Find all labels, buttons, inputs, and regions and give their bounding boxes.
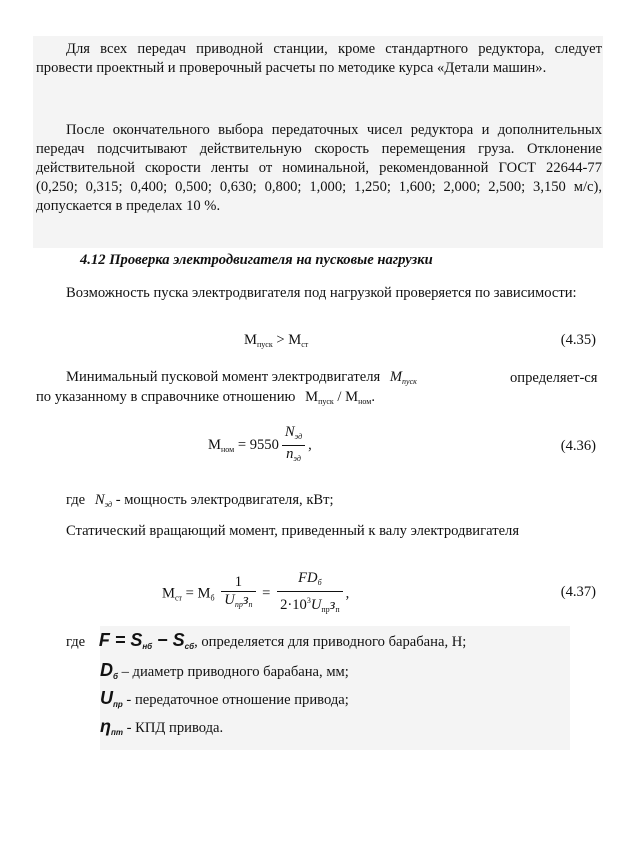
formula-4-35: $М_{пуск} > М_{ст}$ (244, 332, 309, 349)
efficiency-symbol: $\eta_{пт}$ (100, 716, 123, 737)
paragraph-4-line-1: Минимальный пусковой момент электродвигателя $М_{пуск}$ (66, 369, 417, 386)
force-expression: $F = S_{нб} - S_{сб}$ (98, 630, 195, 651)
paragraph-6-text: Статический вращающий момент, приведенный к валу электродвигателя (66, 523, 520, 539)
fraction-power-speed: $\frac{N_{эд}}{n_{эд}}$ (282, 424, 305, 467)
paragraph-6 (36, 522, 602, 541)
where-diameter: $D_б$ – диаметр приводного барабана, мм; (100, 660, 349, 681)
inline-n-ed: $N_{эд}$ (94, 492, 113, 509)
paragraph-1 (36, 40, 602, 78)
paragraph-2 (36, 121, 602, 216)
paragraph-3 (36, 284, 602, 303)
formula-4-37: $М_{ст} = М_б$ $\frac{1}{U_{пр}з_п}$ = $\frac{FD_б}{2\cdot 10^3U_{пр}з_п}$ , (162, 570, 349, 618)
equation-number-4-35: (4.35) (560, 332, 596, 348)
where-efficiency: $\eta_{пт}$ - КПД привода. (100, 716, 224, 737)
where-force: где $F = S_{нб} - S_{сб}$, определяется для приводного барабана, Н; (66, 630, 467, 651)
diameter-symbol: $D_б$ (100, 660, 118, 681)
formula-4-36: $М_{ном} = 9550$ $\frac{N_{эд}}{n_{эд}}$ , (208, 424, 312, 467)
paragraph-3-text: Возможность пуска электродвигателя под нагрузкой проверяется по зависимости: (66, 285, 577, 301)
inline-m-pusk: $М_{пуск}$ (389, 369, 417, 386)
equation-number-4-36: (4.36) (560, 438, 596, 454)
paragraph-2-text: После окончательного выбора передаточных чисел редуктора и дополнительных передач подсчитывают действительную скорость перемещения груза. Отклонение действительной скорости ленты от номинальной, рекомендованной ГОСТ 22644-77 (0,250; 0,315; 0,400; 0,500; 0,630; 0,800; 1,000; 1,250; 1,600; 2,000; 2,500; 3,150 м/с), допускается в пределах 10 %. (36, 122, 602, 214)
paragraph-5: где $N_{эд}$ - мощность электродвигателя, кВт; (66, 492, 334, 509)
paragraph-1-text: Для всех передач приводной станции, кроме стандартного редуктора, следует провести проектный и проверочный расчеты по методике курса «Детали машин». (36, 41, 602, 76)
paragraph-4-wrap (36, 369, 602, 411)
section-heading: 4.12 Проверка электродвигателя на пусковые нагрузки (80, 252, 433, 268)
gear-ratio-symbol: $U_{пр}$ (100, 688, 123, 709)
fraction-fd-over-u-eta: $\frac{FD_б}{2\cdot 10^3U_{пр}з_п}$ (277, 570, 343, 618)
equation-number-4-37: (4.37) (560, 584, 596, 600)
inline-ratio: $М_{пуск} / М_{ном}$. (305, 389, 375, 406)
paragraph-4-text: определяет-ся по указанному в справочнике отношению (36, 370, 598, 405)
where-gear-ratio: $U_{пр}$ - передаточное отношение привода; (100, 688, 349, 709)
fraction-one-over-u-eta: $\frac{1}{U_{пр}з_п}$ (221, 574, 255, 613)
